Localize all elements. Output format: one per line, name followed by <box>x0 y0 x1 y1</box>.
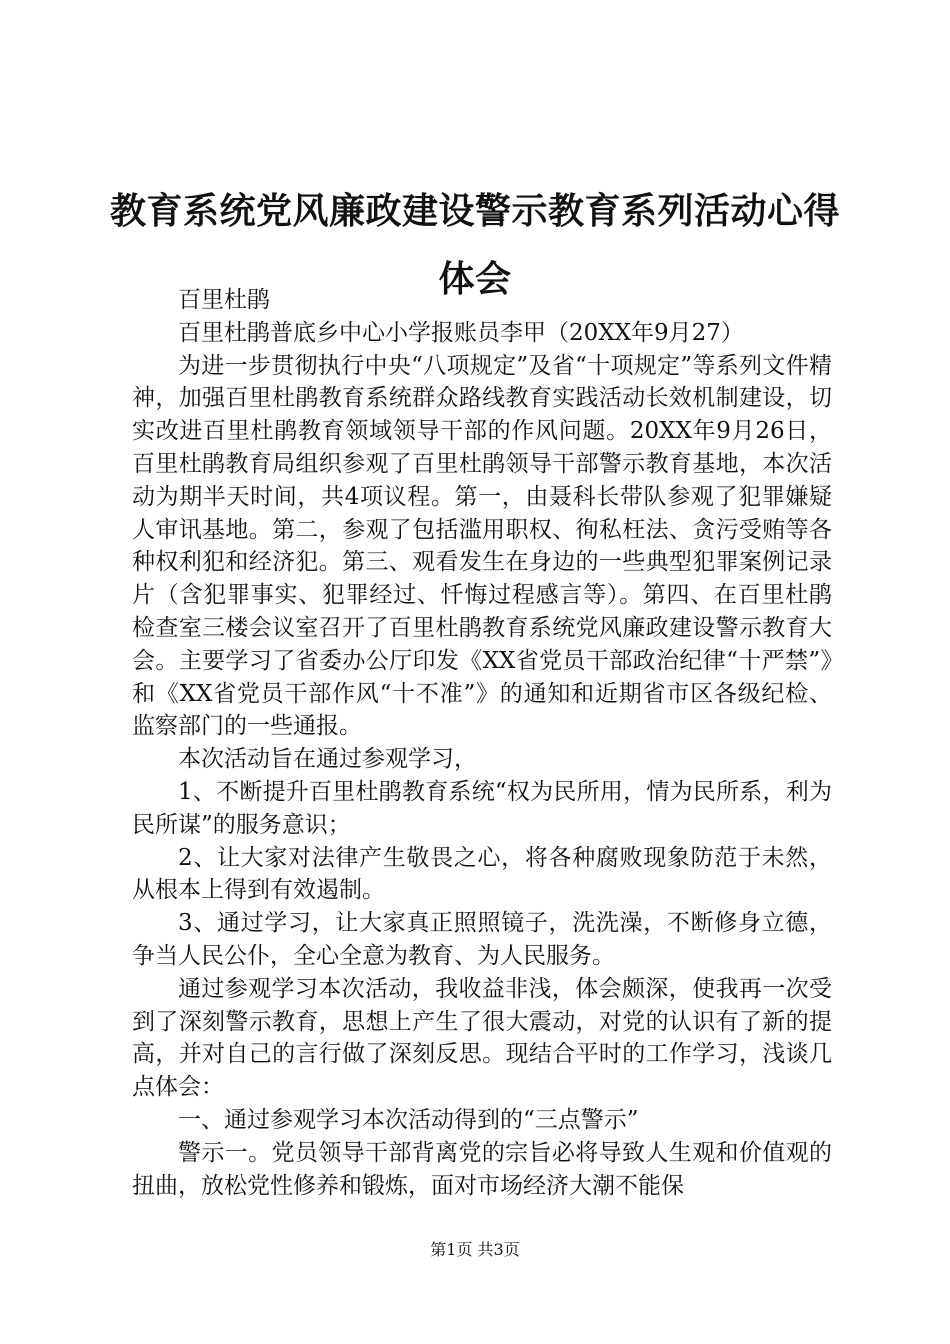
author-detail-line: 百里杜鹃普底乡中心小学报账员李甲（20XX年9月27） <box>178 319 744 346</box>
body-paragraph: 为进一步贯彻执行中央“八项规定”及省“十项规定”等系列文件精神，加强百里杜鹃教育系统群众路线教育实践活动长效机制建设，切实改进百里杜鹃教育领域领导干部的作风问题。20XX年9月26日，百里杜鹃教育局组织参观了百里杜鹃领导干部警示教育基地，本次活动为期半天时间，共4项议程。第一，由聂科长带队参观了犯罪嫌疑人审讯基地。第二，参观了包括滥用职权、徇私枉法、贪污受贿等各种权利犯和经济犯。第三、观看发生在身边的一些典型犯罪案例记录片（含犯罪事实、犯罪经过、忏悔过程感言等）。第四、在百里杜鹃检查室三楼会议室召开了百里杜鹃教育系统党风廉政建设警示教育大会。主要学习了省委办公厅印发《XX省党员干部政治纪律“十严禁”》和《XX省党员干部作风“十不准”》的通知和近期省市区各级纪检、监察部门的一些通报。 <box>132 352 832 740</box>
list-item: 1、不断提升百里杜鹃教育系统“权为民所用，情为民所系，利为民所谋”的服务意识； <box>132 778 832 838</box>
body-paragraph: 本次活动旨在通过参观学习， <box>178 746 477 773</box>
document-body <box>132 284 832 1202</box>
body-paragraph: 通过参观学习本次活动，我收益非浅，体会颇深，使我再一次受到了深刻警示教育，思想上产生了很大震动，对党的认识有了新的提高，并对自己的言行做了深刻反思。现结合平时的工作学习，浅谈几点体会： <box>132 975 832 1101</box>
author-line: 百里杜鹃 <box>178 287 270 313</box>
list-item: 2、让大家对法律产生敬畏之心，将各种腐败现象防范于未然，从根本上得到有效遏制。 <box>132 844 832 904</box>
list-item: 3、通过学习，让大家真正照照镜子，洗洗澡，不断修身立德，争当人民公仆，全心全意为教育、为人民服务。 <box>132 910 832 969</box>
page-number-footer: 第1页 共3页 <box>430 1240 520 1259</box>
section-heading: 一、通过参观学习本次活动得到的“三点警示” <box>178 1106 639 1133</box>
document-title: 教育系统党风廉政建设警示教育系列活动心得体会 <box>110 191 841 300</box>
body-paragraph: 警示一。党员领导干部背离党的宗旨必将导致人生观和价值观的扭曲，放松党性修养和锻炼，面对市场经济大潮不能保 <box>132 1139 832 1199</box>
